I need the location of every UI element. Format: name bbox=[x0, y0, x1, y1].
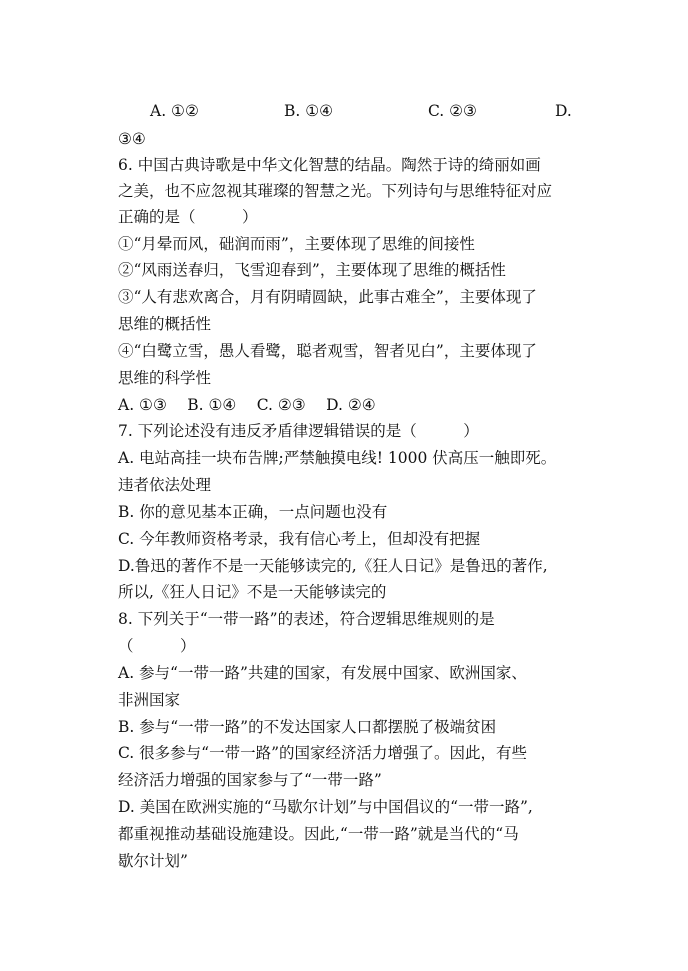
q8-option-d-line2: 都重视推动基础设施建设。因此,“一带一路”就是当代的“马 bbox=[118, 825, 519, 843]
q6-item-3-line1: ③“人有悲欢离合，月有阴晴圆缺，此事古难全”，主要体现了 bbox=[118, 288, 537, 306]
q8-option-b: B. 参与“一带一路”的不发达国家人口都摆脱了极端贫困 bbox=[118, 718, 497, 736]
q8-option-d-line1: D. 美国在欧洲实施的“马歇尔计划”与中国倡议的“一带一路”, bbox=[118, 798, 533, 816]
q6-stem-line2: 之美，也不应忽视其璀璨的智慧之光。下列诗句与思维特征对应 bbox=[118, 182, 553, 200]
q7-option-b: B. 你的意见基本正确，一点问题也没有 bbox=[118, 503, 388, 521]
q6-item-4-line2: 思维的科学性 bbox=[118, 369, 212, 387]
q8-option-a-line2: 非洲国家 bbox=[118, 691, 181, 709]
q5-option-d-label: D. bbox=[555, 102, 572, 120]
q7-option-d-line1: D.鲁迅的著作不是一天能够读完的,《狂人日记》是鲁迅的著作, bbox=[118, 557, 548, 575]
q7-option-d-line2: 所以,《狂人日记》不是一天能够读完的 bbox=[118, 583, 387, 601]
q8-option-a-line1: A. 参与“一带一路”共建的国家，有发展中国家、欧洲国家、 bbox=[118, 664, 527, 682]
q7-option-c: C. 今年教师资格考录，我有信心考上，但却没有把握 bbox=[118, 530, 481, 548]
q6-item-1: ①“月晕而风，础润而雨”，主要体现了思维的间接性 bbox=[118, 235, 475, 253]
q7-stem: 7. 下列论述没有违反矛盾律逻辑错误的是（ ） bbox=[118, 422, 479, 440]
q5-option-c: C. ②③ bbox=[428, 102, 477, 120]
q8-stem-line2: （ ） bbox=[118, 637, 196, 655]
q6-stem-line3: 正确的是（ ） bbox=[118, 208, 258, 226]
q8-option-c-line2: 经济活力增强的国家参与了“一带一路” bbox=[118, 771, 382, 789]
q6-item-4-line1: ④“白鹭立雪，愚人看鹭，聪者观雪，智者见白”，主要体现了 bbox=[118, 342, 537, 360]
q5-option-b: B. ①④ bbox=[284, 102, 334, 120]
q5-option-a: A. ①② bbox=[150, 102, 199, 120]
q8-stem-line1: 8. 下列关于“一带一路”的表述，符合逻辑思维规则的是 bbox=[118, 610, 495, 628]
q5-option-d-value: ③④ bbox=[118, 130, 146, 148]
q8-option-c-line1: C. 很多参与“一带一路”的国家经济活力增强了。因此，有些 bbox=[118, 744, 528, 762]
q7-option-a-line2: 违者依法处理 bbox=[118, 476, 212, 494]
q6-item-2: ②“风雨送春归，飞雪迎春到”，主要体现了思维的概括性 bbox=[118, 261, 506, 279]
q6-item-3-line2: 思维的概括性 bbox=[118, 315, 212, 333]
q8-option-d-line3: 歇尔计划” bbox=[118, 852, 188, 870]
q6-options: A. ①③ B. ①④ C. ②③ D. ②④ bbox=[118, 396, 376, 414]
q6-stem-line1: 6. 中国古典诗歌是中华文化智慧的结晶。陶然于诗的绮丽如画 bbox=[118, 156, 541, 174]
q7-option-a-line1: A. 电站高挂一块布告牌;严禁触摸电线! 1000 伏高压一触即死。 bbox=[118, 449, 557, 467]
